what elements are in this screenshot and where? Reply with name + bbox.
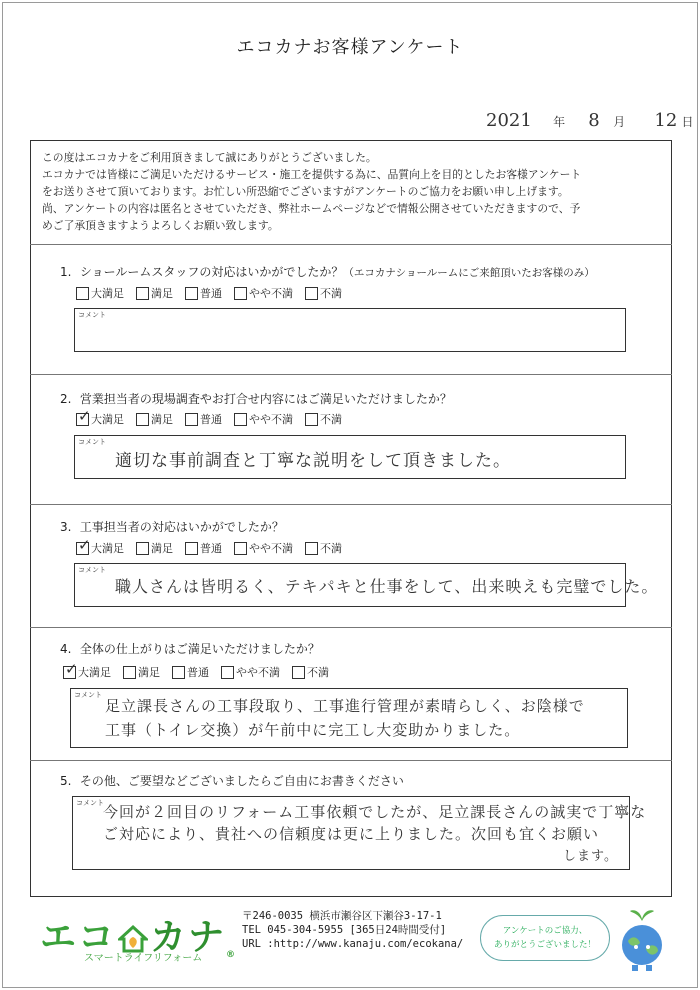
option-neutral[interactable] (172, 664, 209, 680)
ecokana-logo: エコ カナ® (40, 917, 238, 960)
logo-text-left: エコ (40, 917, 117, 958)
question-text: 営業担当者の現場調査やお打合せ内容にはご満足いただけましたか？ (79, 392, 452, 406)
comment-box-q1[interactable] (74, 308, 626, 352)
checkbox[interactable] (185, 287, 198, 300)
handwritten-comment: 足立課長さんの工事段取り、工事進行管理が素晴らしく、お陰様で (105, 697, 585, 715)
handwritten-comment: 今回が２回目のリフォーム工事依頼でしたが、足立課長さんの誠実で丁寧な (103, 803, 647, 821)
question-4 (60, 640, 320, 657)
option-label: 大満足 (91, 413, 124, 426)
date-month: 8 (588, 110, 600, 131)
question-number: 4. (60, 642, 72, 656)
checkbox[interactable] (234, 413, 247, 426)
option-somewhat-dissatisfied[interactable] (234, 285, 293, 301)
rating-options-q4 (63, 664, 341, 680)
thank-you-bubble (480, 915, 610, 961)
option-neutral[interactable] (185, 540, 222, 556)
option-label: 不満 (307, 666, 329, 679)
phone-line: TEL 045-304-5955 [365日24時間受付] (242, 924, 447, 936)
comment-tag: コメント (74, 691, 102, 699)
section-divider (30, 504, 672, 505)
option-label: 大満足 (78, 666, 111, 679)
option-label: 大満足 (91, 287, 124, 300)
handwritten-comment: 工事（トイレ交換）が午前中に完工し大変助かりました。 (105, 721, 521, 739)
rating-options-q1 (76, 285, 354, 301)
checkbox[interactable] (185, 413, 198, 426)
checkbox[interactable] (172, 666, 185, 679)
date-year-unit: 年 (553, 115, 566, 129)
option-label: やや不満 (236, 666, 280, 679)
url-line: URL :http://www.kanaju.com/ecokana/ (242, 938, 464, 950)
date-year: 2021 (486, 110, 532, 131)
checkbox-checked[interactable] (63, 666, 76, 679)
comment-tag: コメント (78, 438, 106, 446)
option-very-satisfied[interactable] (63, 664, 111, 680)
checkbox[interactable] (221, 666, 234, 679)
date-month-unit: 月 (613, 115, 626, 129)
page-title: エコカナお客様アンケート (236, 37, 464, 58)
company-address (242, 909, 463, 951)
option-somewhat-dissatisfied[interactable] (234, 411, 293, 427)
option-dissatisfied[interactable] (305, 285, 342, 301)
footer (0, 905, 700, 985)
option-dissatisfied[interactable] (305, 411, 342, 427)
option-neutral[interactable] (185, 285, 222, 301)
question-text: その他、ご要望などございましたらご自由にお書きください (79, 774, 404, 788)
comment-box-q2[interactable] (74, 435, 626, 479)
comment-box-q4[interactable] (70, 688, 628, 748)
option-satisfied[interactable] (136, 411, 173, 427)
section-divider (30, 374, 672, 375)
intro-line: 尚、アンケートの内容は匿名とさせていただき、弊社ホームページなどで情報公開させていただきますので、予 (42, 202, 581, 215)
option-label: やや不満 (249, 413, 293, 426)
question-3 (60, 518, 284, 535)
option-very-satisfied[interactable] (76, 285, 124, 301)
intro-line: この度はエコカナをご利用頂きまして誠にありがとうございました。 (42, 151, 377, 164)
rating-options-q3 (76, 540, 354, 556)
earth-mascot-icon (612, 907, 672, 977)
checkbox[interactable] (136, 542, 149, 555)
option-somewhat-dissatisfied[interactable] (234, 540, 293, 556)
option-dissatisfied[interactable] (292, 664, 329, 680)
option-label: やや不満 (249, 542, 293, 555)
option-label: 不満 (320, 542, 342, 555)
option-satisfied[interactable] (136, 540, 173, 556)
checkbox[interactable] (305, 413, 318, 426)
handwritten-comment: します。 (563, 849, 618, 864)
question-2 (60, 390, 452, 407)
handwritten-comment: ご対応により、貴社への信頼度は更に上りました。次回も宜くお願い (103, 825, 600, 843)
option-very-satisfied[interactable] (76, 411, 124, 427)
section-divider (30, 244, 672, 245)
option-label: やや不満 (249, 287, 293, 300)
question-number: 5. (60, 774, 72, 788)
option-label: 普通 (187, 666, 209, 679)
date-day-unit: 日 (681, 115, 694, 129)
option-label: 満足 (151, 413, 173, 426)
section-divider (30, 760, 672, 761)
checkbox[interactable] (234, 287, 247, 300)
date-day: 12 (654, 110, 678, 131)
question-subtext: （エコカナショールームにご来館頂いたお客様のみ） (343, 267, 595, 279)
question-number: 2. (60, 392, 72, 406)
logo-text-right: カナ (150, 917, 227, 958)
comment-box-q3[interactable] (74, 563, 659, 607)
option-somewhat-dissatisfied[interactable] (221, 664, 280, 680)
option-label: 大満足 (91, 542, 124, 555)
checkbox[interactable] (305, 287, 318, 300)
checkbox[interactable] (123, 666, 136, 679)
question-1 (60, 263, 595, 280)
option-label: 不満 (320, 287, 342, 300)
comment-tag: コメント (76, 799, 104, 807)
option-label: 満足 (151, 542, 173, 555)
logo-subtitle: スマートライフリフォーム (84, 953, 203, 964)
checkbox-checked[interactable] (76, 542, 89, 555)
checkbox[interactable] (185, 542, 198, 555)
option-label: 普通 (200, 287, 222, 300)
checkbox[interactable] (292, 666, 305, 679)
checkbox[interactable] (136, 287, 149, 300)
question-text: 全体の仕上がりはご満足いただけましたか？ (79, 642, 320, 656)
bubble-line: ありがとうございました！ (493, 940, 596, 950)
question-number: 3. (60, 520, 72, 534)
question-text: 工事担当者の対応はいかがでしたか？ (79, 520, 284, 534)
option-label: 普通 (200, 413, 222, 426)
handwritten-comment: 適切な事前調査と丁寧な説明をして頂きました。 (115, 451, 511, 471)
option-dissatisfied[interactable] (305, 540, 342, 556)
option-satisfied[interactable] (123, 664, 160, 680)
checkbox[interactable] (305, 542, 318, 555)
comment-tag: コメント (78, 311, 106, 319)
option-label: 普通 (200, 542, 222, 555)
checkbox[interactable] (136, 413, 149, 426)
intro-line: めご了承頂きますようよろしくお願い致します。 (42, 219, 279, 232)
question-number: 1. (60, 265, 72, 279)
comment-box-q5[interactable] (72, 796, 647, 870)
rating-options-q2 (76, 411, 354, 427)
checkbox-checked[interactable] (76, 413, 89, 426)
option-label: 不満 (320, 413, 342, 426)
survey-date (486, 110, 693, 131)
comment-tag: コメント (78, 566, 106, 574)
checkbox[interactable] (234, 542, 247, 555)
intro-line: エコカナでは皆様にご満足いただけるサービス・施工を提供する為に、品質向上を目的としたお客様アンケート (42, 168, 582, 181)
option-label: 満足 (138, 666, 160, 679)
section-divider (30, 627, 672, 628)
handwritten-comment: 職人さんは皆明るく、テキパキと仕事をして、出来映えも完璧でした。 (115, 577, 659, 596)
intro-line: をお送りさせて頂いております。お忙しい所恐縮でございますがアンケートのご協力をお願い申し上げます。 (42, 185, 569, 198)
address-line: 〒246-0035 横浜市瀬谷区下瀬谷3-17-1 (242, 910, 442, 922)
option-satisfied[interactable] (136, 285, 173, 301)
option-label: 満足 (151, 287, 173, 300)
intro-text (42, 149, 672, 234)
option-very-satisfied[interactable] (76, 540, 124, 556)
question-text: ショールームスタッフの対応はいかがでしたか？ (79, 265, 344, 279)
checkbox[interactable] (76, 287, 89, 300)
option-neutral[interactable] (185, 411, 222, 427)
question-5 (60, 772, 404, 789)
bubble-line: アンケートのご協力、 (502, 926, 588, 936)
